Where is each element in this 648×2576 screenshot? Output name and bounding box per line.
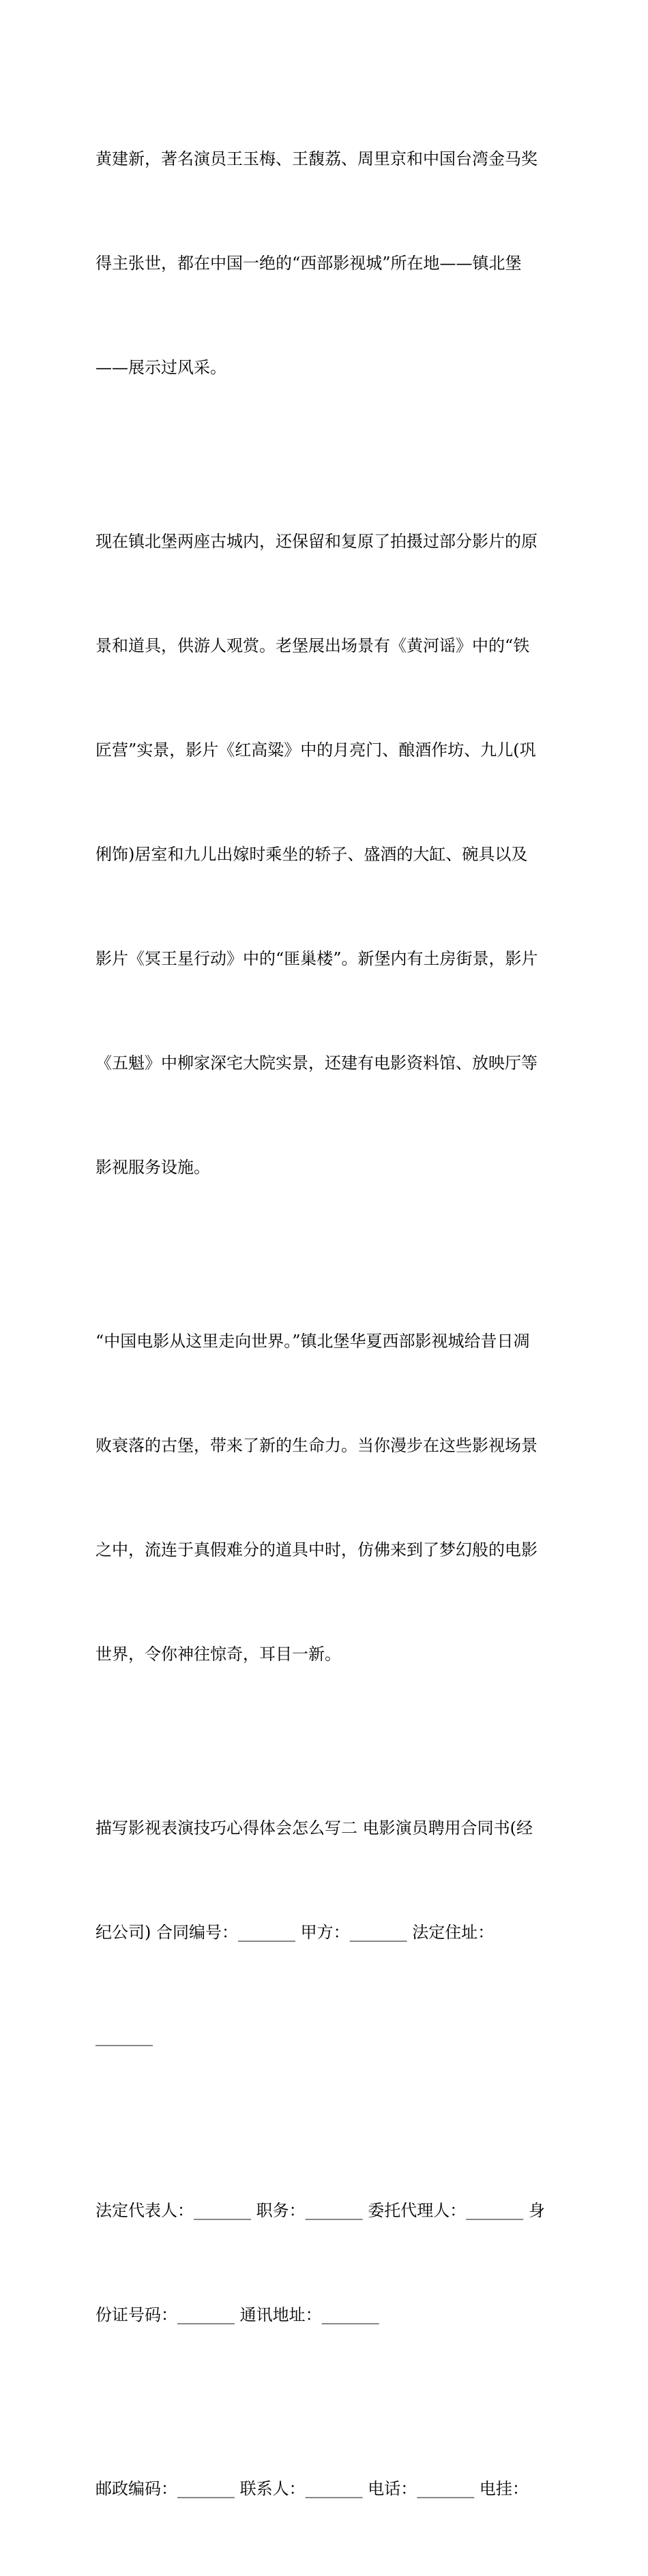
- text-line: 之中，流连于真假难分的道具中时，仿佛来到了梦幻般的电影: [95, 1540, 537, 1559]
- text-line: 世界，令你神往惊奇，耳目一新。: [95, 1645, 341, 1664]
- paragraph-zhenbeibao-actors: [95, 72, 559, 455]
- paragraph-contract-heading: [95, 1741, 559, 2124]
- text-line: 影片《冥王星行动》中的“匪巢楼”。新堡内有土房街景，影片: [95, 949, 538, 968]
- text-line: 俐饰)居室和九儿出嫁时乘坐的轿子、盛酒的大缸、碗具以及: [95, 845, 528, 864]
- text-line: ——展示过风采。: [95, 358, 226, 377]
- paragraph-chinese-film-world: [95, 1255, 559, 1741]
- text-line: 描写影视表演技巧心得体会怎么写二 电影演员聘用合同书(经: [95, 1818, 533, 1838]
- text-line: 《五魁》中柳家深宅大院实景，还建有电影资料馆、放映厅等: [95, 1053, 537, 1073]
- text-line: 得主张世，都在中国一绝的“西部影视城”所在地——镇北堡: [95, 254, 522, 273]
- document-body: [95, 72, 559, 2576]
- text-line: 法定代表人：_______ 职务：_______ 委托代理人：_______ 身: [95, 2201, 545, 2220]
- text-line: “中国电影从这里走向世界。”镇北堡华夏西部影视城给昔日凋: [95, 1332, 530, 1351]
- paragraph-contract-contact: [95, 2402, 559, 2576]
- text-line: 纪公司) 合同编号：_______ 甲方：_______ 法定住址：: [95, 1923, 495, 1942]
- text-line: 败衰落的古堡，带来了新的生命力。当你漫步在这些影视场景: [95, 1436, 537, 1455]
- text-line: 影视服务设施。: [95, 1158, 210, 1177]
- paragraph-contract-representative: [95, 2124, 559, 2402]
- text-line: 黄建新，著名演员王玉梅、王馥荔、周里京和中国台湾金马奖: [95, 149, 537, 168]
- text-line: 现在镇北堡两座古城内，还保留和复原了拍摄过部分影片的原: [95, 532, 537, 551]
- text-line: 邮政编码：_______ 联系人：_______ 电话：_______ 电挂：: [95, 2479, 529, 2498]
- text-line: 景和道具，供游人观赏。老堡展出场景有《黄河谣》中的“铁: [95, 636, 530, 655]
- text-line: _______: [95, 2027, 153, 2046]
- text-line: 份证号码：_______ 通讯地址：_______: [95, 2305, 379, 2324]
- text-line: 匠营”实景，影片《红高粱》中的月亮门、酿酒作坊、九儿(巩: [95, 740, 536, 760]
- paragraph-film-sets: [95, 455, 559, 1255]
